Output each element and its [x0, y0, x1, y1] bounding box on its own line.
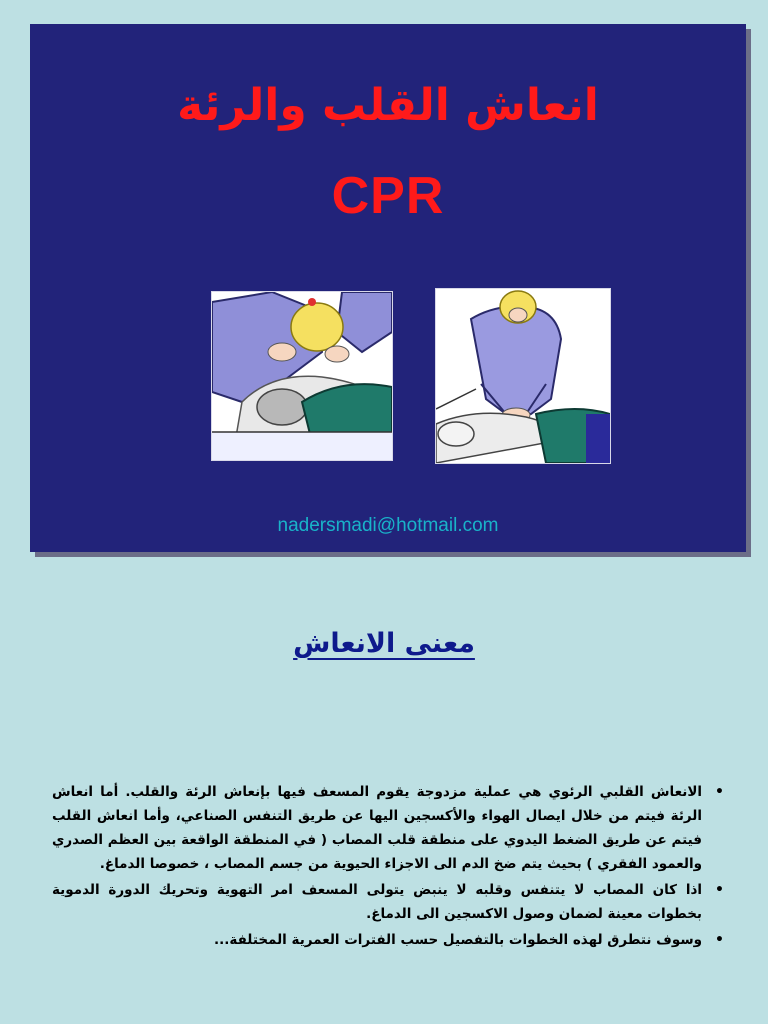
bullet-text: الانعاش القلبي الرئوي هي عملية مزدوجة يقوم المسعف فيها بإنعاش الرئة والقلب. أما انعاش الرئة فيتم من خلال ايصال الهواء والأكسجين اليها عن طريق التنفس الصناعي، وأما انعاش القلب فيتم عن طريق الضغط اليدوي على منطقة قلب المصاب ( في المنطقة الواقعة بين العظم الصدري والعمود الفقري ) بحيث يتم ضخ الدم الى الاجزاء الحيوية من جسم المصاب ، خصوصا الدماغ. [52, 784, 702, 872]
section-heading-text: معنى الانعاش [293, 628, 475, 659]
rescue-breathing-illustration [211, 291, 393, 461]
bullet-icon: • [715, 784, 724, 800]
bullet-text: وسوف نتطرق لهذه الخطوات بالتفصيل حسب الفترات العمرية المختلفة... [214, 932, 702, 948]
list-item [52, 928, 728, 952]
bullet-icon: • [715, 932, 724, 948]
contact-email: nadersmadi@hotmail.com [277, 515, 499, 536]
section-heading [0, 628, 768, 659]
slide-title: انعاش القلب والرئة [177, 80, 599, 131]
list-item [52, 878, 728, 926]
bullet-text: اذا كان المصاب لا يتنفس وقلبه لا ينبض يتولى المسعف امر التهوية وتحريك الدورة الدموية بخطوات معينة لضمان وصول الاكسجين الى الدماغ. [52, 882, 702, 922]
bullet-icon: • [715, 882, 724, 898]
bullet-list [52, 780, 728, 954]
list-item [52, 780, 728, 876]
chest-compression-illustration [435, 288, 611, 464]
title-slide [30, 24, 746, 552]
slide-subtitle: CPR [331, 167, 445, 225]
